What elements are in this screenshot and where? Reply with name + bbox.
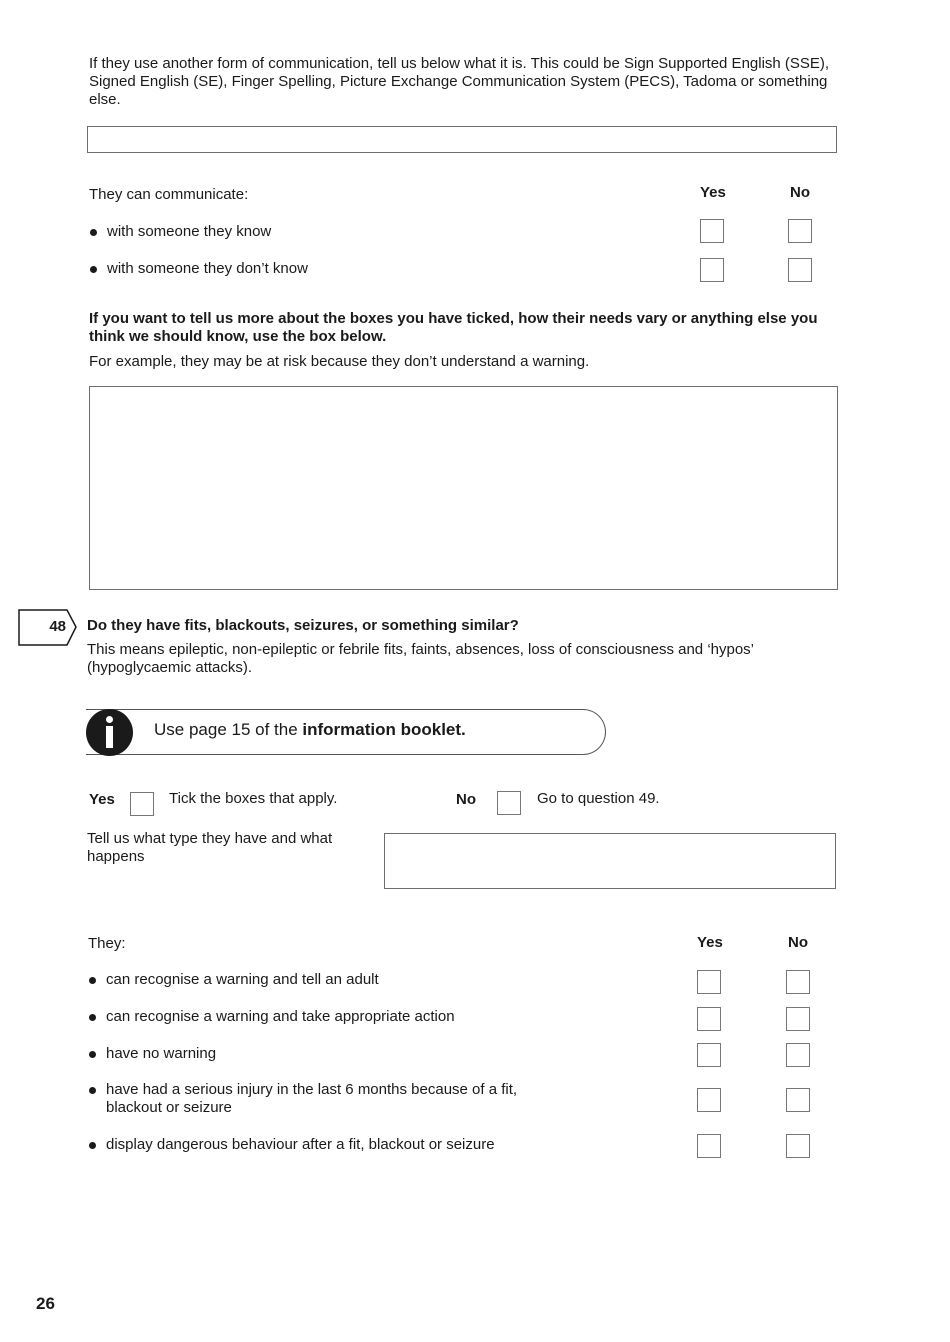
more-info-heading: If you want to tell us more about the boxes you have ticked, how their needs vary or anything else you think we should know, use the box below. xyxy=(89,310,818,345)
communicate-unknown-yes-checkbox[interactable] xyxy=(700,258,724,282)
they-item-recognise-act: can recognise a warning and take appropriate action xyxy=(106,1008,455,1025)
more-info-example: For example, they may be at risk because they don’t understand a warning. xyxy=(89,353,590,370)
yes-column-header: Yes xyxy=(700,184,726,201)
they-item-recognise-tell: can recognise a warning and tell an adult xyxy=(106,971,379,988)
type-label: Tell us what type they have and what happens xyxy=(87,830,333,865)
they-no-header: No xyxy=(788,934,808,951)
they-yes-header: Yes xyxy=(697,934,723,951)
no-instruction: Go to question 49. xyxy=(537,790,660,807)
bullet xyxy=(89,1051,96,1058)
serious-injury-no-checkbox[interactable] xyxy=(786,1088,810,1112)
bullet xyxy=(89,1087,96,1094)
communicate-lead: They can communicate: xyxy=(89,186,249,203)
fits-yes-checkbox[interactable] xyxy=(130,792,154,816)
recognise-act-no-checkbox[interactable] xyxy=(786,1007,810,1031)
fit-type-input[interactable] xyxy=(384,833,836,889)
other-communication-input[interactable] xyxy=(87,126,837,153)
fits-no-checkbox[interactable] xyxy=(497,791,521,815)
no-label: No xyxy=(456,791,476,808)
no-warning-no-checkbox[interactable] xyxy=(786,1043,810,1067)
page-number: 26 xyxy=(36,1294,55,1313)
info-booklet-link: information booklet. xyxy=(302,720,466,739)
info-icon xyxy=(86,709,133,756)
they-lead: They: xyxy=(88,935,126,952)
they-item-no-warning: have no warning xyxy=(106,1045,217,1062)
bullet xyxy=(89,1142,96,1149)
they-item-serious-injury: have had a serious injury in the last 6 months because of a fit, blackout or seizure xyxy=(106,1081,518,1116)
info-callout-text xyxy=(154,720,466,740)
no-warning-yes-checkbox[interactable] xyxy=(697,1043,721,1067)
no-column-header: No xyxy=(790,184,810,201)
communicate-item-unknown: with someone they don’t know xyxy=(107,260,308,277)
question-48-title: Do they have fits, blackouts, seizures, or something similar? xyxy=(87,617,519,634)
bullet xyxy=(90,266,97,273)
communicate-item-known: with someone they know xyxy=(107,223,272,240)
dangerous-behaviour-no-checkbox[interactable] xyxy=(786,1134,810,1158)
serious-injury-yes-checkbox[interactable] xyxy=(697,1088,721,1112)
they-item-dangerous-behaviour: display dangerous behaviour after a fit, blackout or seizure xyxy=(106,1136,495,1153)
more-info-textarea[interactable] xyxy=(89,386,838,590)
communicate-known-yes-checkbox[interactable] xyxy=(700,219,724,243)
communicate-known-no-checkbox[interactable] xyxy=(788,219,812,243)
info-callout-prefix: Use page 15 of the xyxy=(154,720,303,739)
bullet xyxy=(90,229,97,236)
recognise-tell-yes-checkbox[interactable] xyxy=(697,970,721,994)
bullet xyxy=(89,977,96,984)
communicate-unknown-no-checkbox[interactable] xyxy=(788,258,812,282)
yes-label: Yes xyxy=(89,791,115,808)
recognise-act-yes-checkbox[interactable] xyxy=(697,1007,721,1031)
dangerous-behaviour-yes-checkbox[interactable] xyxy=(697,1134,721,1158)
communication-intro: If they use another form of communication, tell us below what it is. This could be Sign Supported English (SSE), Signed English (SE), Finger Spelling, Picture Exchange Communication System (PECS), Tadoma or something else. xyxy=(89,55,830,108)
bullet xyxy=(89,1014,96,1021)
recognise-tell-no-checkbox[interactable] xyxy=(786,970,810,994)
question-number: 48 xyxy=(49,618,66,635)
yes-instruction: Tick the boxes that apply. xyxy=(169,790,338,807)
question-48-description: This means epileptic, non-epileptic or febrile fits, faints, absences, loss of consciousness and ‘hypos’ (hypoglycaemic attacks). xyxy=(87,641,754,676)
